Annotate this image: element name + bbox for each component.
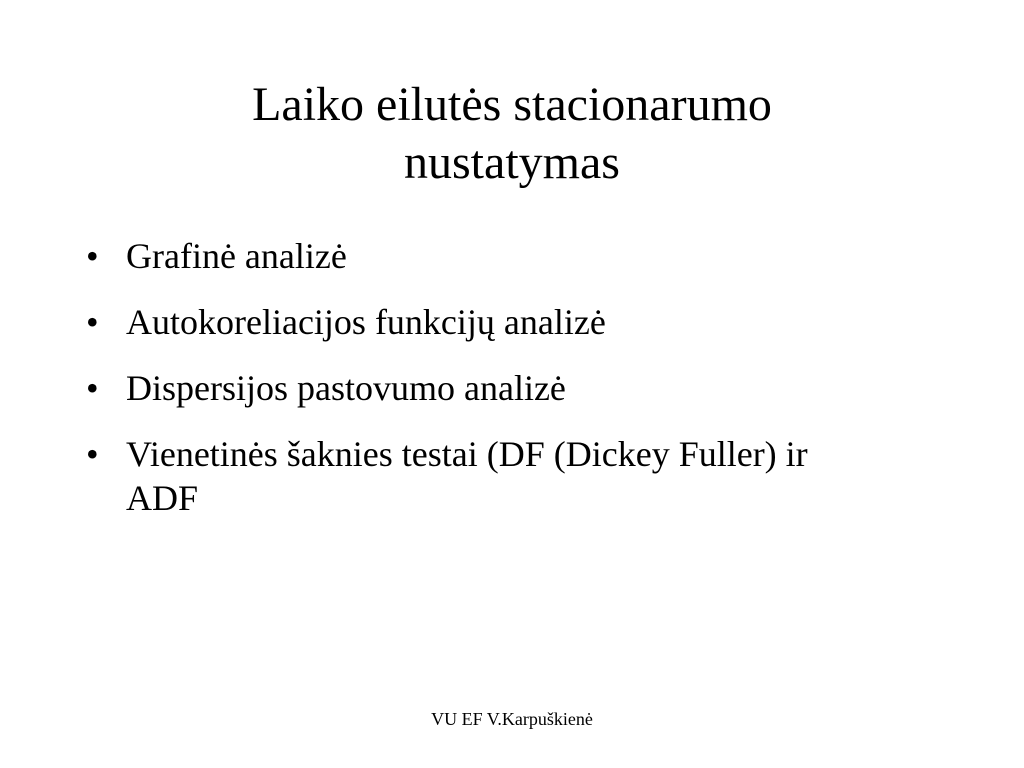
bullet-icon: • — [86, 302, 99, 342]
bullet-list — [86, 234, 866, 542]
slide-title — [112, 76, 912, 192]
bullet-item-vienetines-saknies — [86, 432, 866, 520]
bullet-text: Vienetinės šaknies testai (DF (Dickey Fuller) ir ADF — [126, 434, 808, 518]
bullet-item-autokoreliacijos — [86, 300, 866, 344]
bullet-item-grafine-analize — [86, 234, 866, 278]
slide-title-line-1: Laiko eilutės stacionarumo — [252, 78, 772, 131]
bullet-text: Autokoreliacijos funkcijų analizė — [126, 302, 606, 342]
bullet-icon: • — [86, 368, 99, 408]
bullet-item-dispersijos — [86, 366, 866, 410]
bullet-icon: • — [86, 236, 99, 276]
slide-footer: VU EF V.Karpuškienė — [431, 709, 593, 729]
bullet-text: Dispersijos pastovumo analizė — [126, 368, 566, 408]
slide-title-line-2: nustatymas — [404, 136, 620, 189]
bullet-text: Grafinė analizė — [126, 236, 347, 276]
bullet-icon: • — [86, 434, 99, 474]
